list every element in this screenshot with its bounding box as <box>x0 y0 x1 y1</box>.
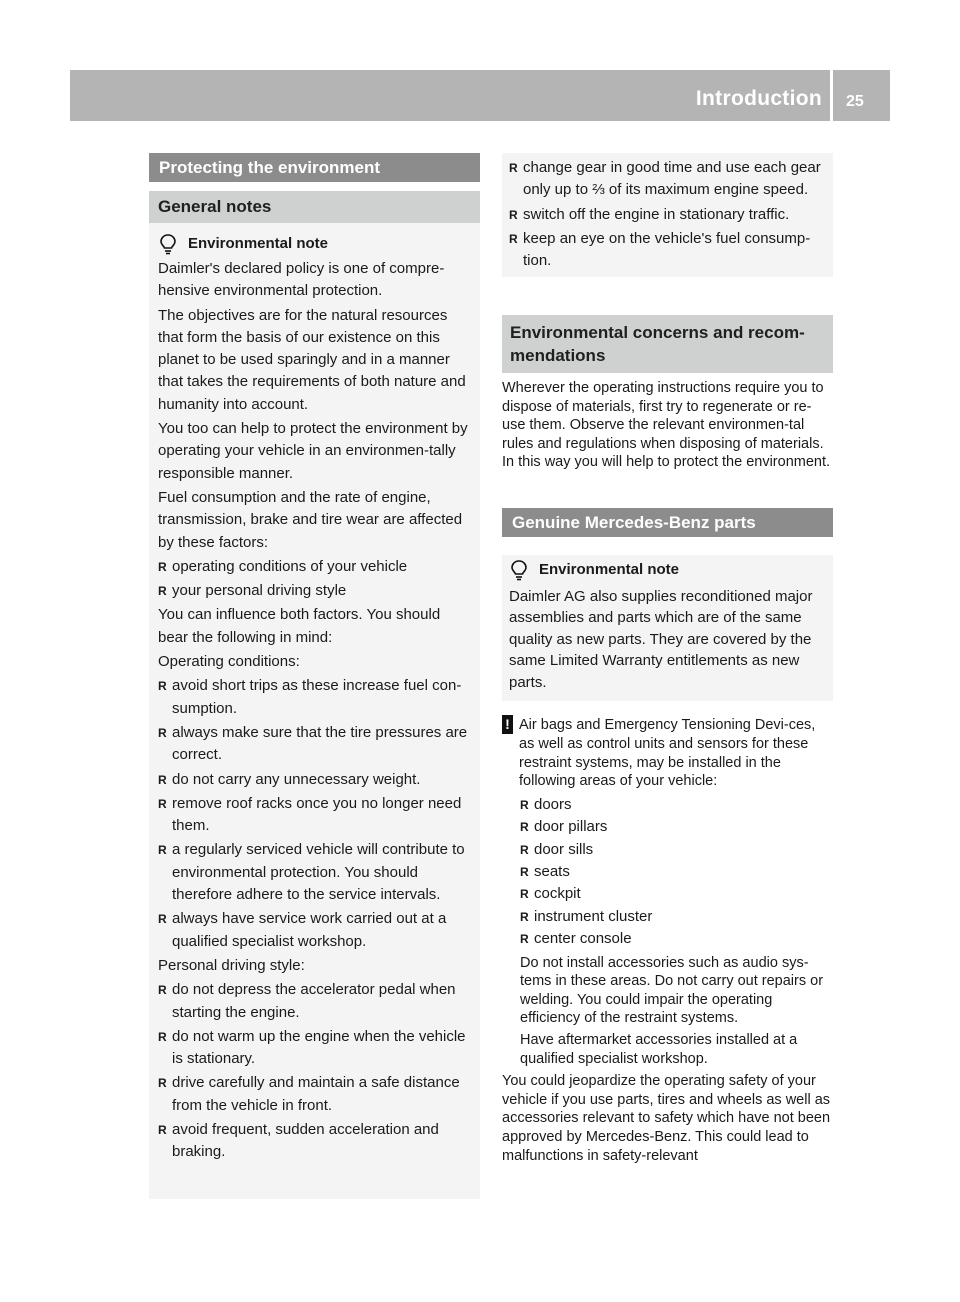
bullet-icon: R <box>520 842 529 857</box>
lightbulb-icon <box>158 233 178 255</box>
section-title: Environmental concerns and recom-mendations <box>502 315 833 373</box>
bullet-icon: R <box>520 887 529 902</box>
warning-text: Air bags and Emergency Tensioning Devi-ces, as well as control units and sensors for these restraint systems, may be installed in the following areas of your vehicle: <box>519 717 816 790</box>
list-item: R seats <box>520 861 833 883</box>
bullet-icon: R <box>158 772 167 787</box>
bullet-icon: R <box>158 1122 167 1137</box>
environmental-note-panel <box>502 555 833 702</box>
list-label: Personal driving style: <box>158 956 305 974</box>
list-item: R door sills <box>520 839 833 861</box>
left-column <box>149 153 480 1199</box>
note-title: Environmental note <box>188 235 329 252</box>
paragraph: Daimler AG also supplies reconditioned major assemblies and parts which are of the same quality as new parts. They are covered by the same Limited Warranty entitlements as new parts. <box>509 587 813 691</box>
list-item: R instrument cluster <box>520 906 833 928</box>
warning-block <box>502 715 833 1068</box>
page-header <box>70 70 890 121</box>
right-column <box>502 153 833 1165</box>
list-item: R always make sure that the tire pressures are correct. <box>158 722 472 767</box>
section-title: Genuine Mercedes-Benz parts <box>502 508 833 537</box>
bullet-icon: R <box>158 843 167 858</box>
paragraph: Fuel consumption and the rate of engine, transmission, brake and tire wear are affected by these factors: <box>158 488 463 551</box>
section-title: Protecting the environment <box>149 153 480 182</box>
bullet-icon: R <box>158 983 167 998</box>
bullet-icon: R <box>158 912 167 927</box>
paragraph: The objectives are for the natural resources that form the basis of our existence on this planet to be used sparingly and in a manner that takes the requirements of both nature and humanity into account. <box>158 306 466 413</box>
paragraph: You could jeopardize the operating safety of your vehicle if you use parts, tires and wheels as well as accessories relevant to safety which have not been approved by Mercedes-Benz. This could lead to malfunctions in safety-relevant <box>502 1073 831 1164</box>
bullet-icon: R <box>509 207 518 222</box>
bullet-icon: R <box>158 796 167 811</box>
list-item: R switch off the engine in stationary traffic. <box>509 204 826 226</box>
list-item: R remove roof racks once you no longer need them. <box>158 793 472 838</box>
paragraph: Do not install accessories such as audio sys-tems in these areas. Do not carry out repairs or welding. You could impair the operating efficiency of the restraint systems. <box>520 954 824 1027</box>
list-item: R your personal driving style <box>158 580 472 602</box>
list-item: R keep an eye on the vehicle's fuel consump-tion. <box>509 228 826 273</box>
bullet-icon: R <box>520 865 529 880</box>
bullet-icon: R <box>520 932 529 947</box>
list-item: R door pillars <box>520 816 833 838</box>
subsection-title: General notes <box>149 191 480 223</box>
list-item: R center console <box>520 928 833 950</box>
list-item: R avoid short trips as these increase fuel con-sumption. <box>158 675 472 720</box>
paragraph: Wherever the operating instructions require you to dispose of materials, first try to regenerate or re-use them. Observe the relevant environmen-tal rules and regulations when disposing of materials. In this way you will help to protect the environment. <box>502 380 831 471</box>
bullet-icon: R <box>158 1029 167 1044</box>
paragraph: You too can help to protect the environment by operating your vehicle in an environmen-tally responsible manner. <box>158 420 468 482</box>
bullet-icon: R <box>158 725 167 740</box>
list-item: R doors <box>520 794 833 816</box>
paragraph: You can influence both factors. You should bear the following in mind: <box>158 606 441 646</box>
bullet-icon: R <box>509 161 518 175</box>
list-item: R do not carry any unnecessary weight. <box>158 769 472 791</box>
bullet-icon: R <box>158 1076 167 1091</box>
note-title: Environmental note <box>539 560 680 578</box>
paragraph: Have aftermarket accessories installed at a qualified specialist workshop. <box>520 1032 798 1067</box>
list-item: R change gear in good time and use each gear only up to ⅔ of its maximum engine speed. <box>509 157 826 202</box>
chapter-title: Introduction <box>695 87 822 110</box>
header-divider <box>830 70 833 121</box>
environmental-note-panel <box>149 223 480 1199</box>
list-item: R a regularly serviced vehicle will contribute to environmental protection. You should therefore adhere to the service intervals. <box>158 839 472 906</box>
warning-icon: ! <box>502 715 513 734</box>
bullet-icon: R <box>520 797 529 812</box>
list-item: R operating conditions of your vehicle <box>158 556 472 578</box>
lightbulb-icon <box>509 559 529 581</box>
list-item: R avoid frequent, sudden acceleration and braking. <box>158 1119 472 1164</box>
list-label: Operating conditions: <box>158 653 300 671</box>
list-item: R do not depress the accelerator pedal when starting the engine. <box>158 979 472 1024</box>
paragraph: Daimler's declared policy is one of compre-hensive environmental protection. <box>158 260 445 300</box>
bullet-icon: R <box>158 679 167 694</box>
bullet-icon: R <box>158 559 167 574</box>
page-number: 25 <box>846 93 864 110</box>
bullet-icon: R <box>509 231 518 246</box>
list-item: R cockpit <box>520 883 833 905</box>
list-item: R drive carefully and maintain a safe distance from the vehicle in front. <box>158 1072 472 1117</box>
bullet-icon: R <box>520 820 529 835</box>
list-item: R do not warm up the engine when the vehicle is stationary. <box>158 1026 472 1071</box>
bullet-icon: R <box>520 909 529 924</box>
note-continued-panel <box>502 153 833 277</box>
list-item: R always have service work carried out at a qualified specialist workshop. <box>158 908 472 953</box>
bullet-icon: R <box>158 584 167 599</box>
